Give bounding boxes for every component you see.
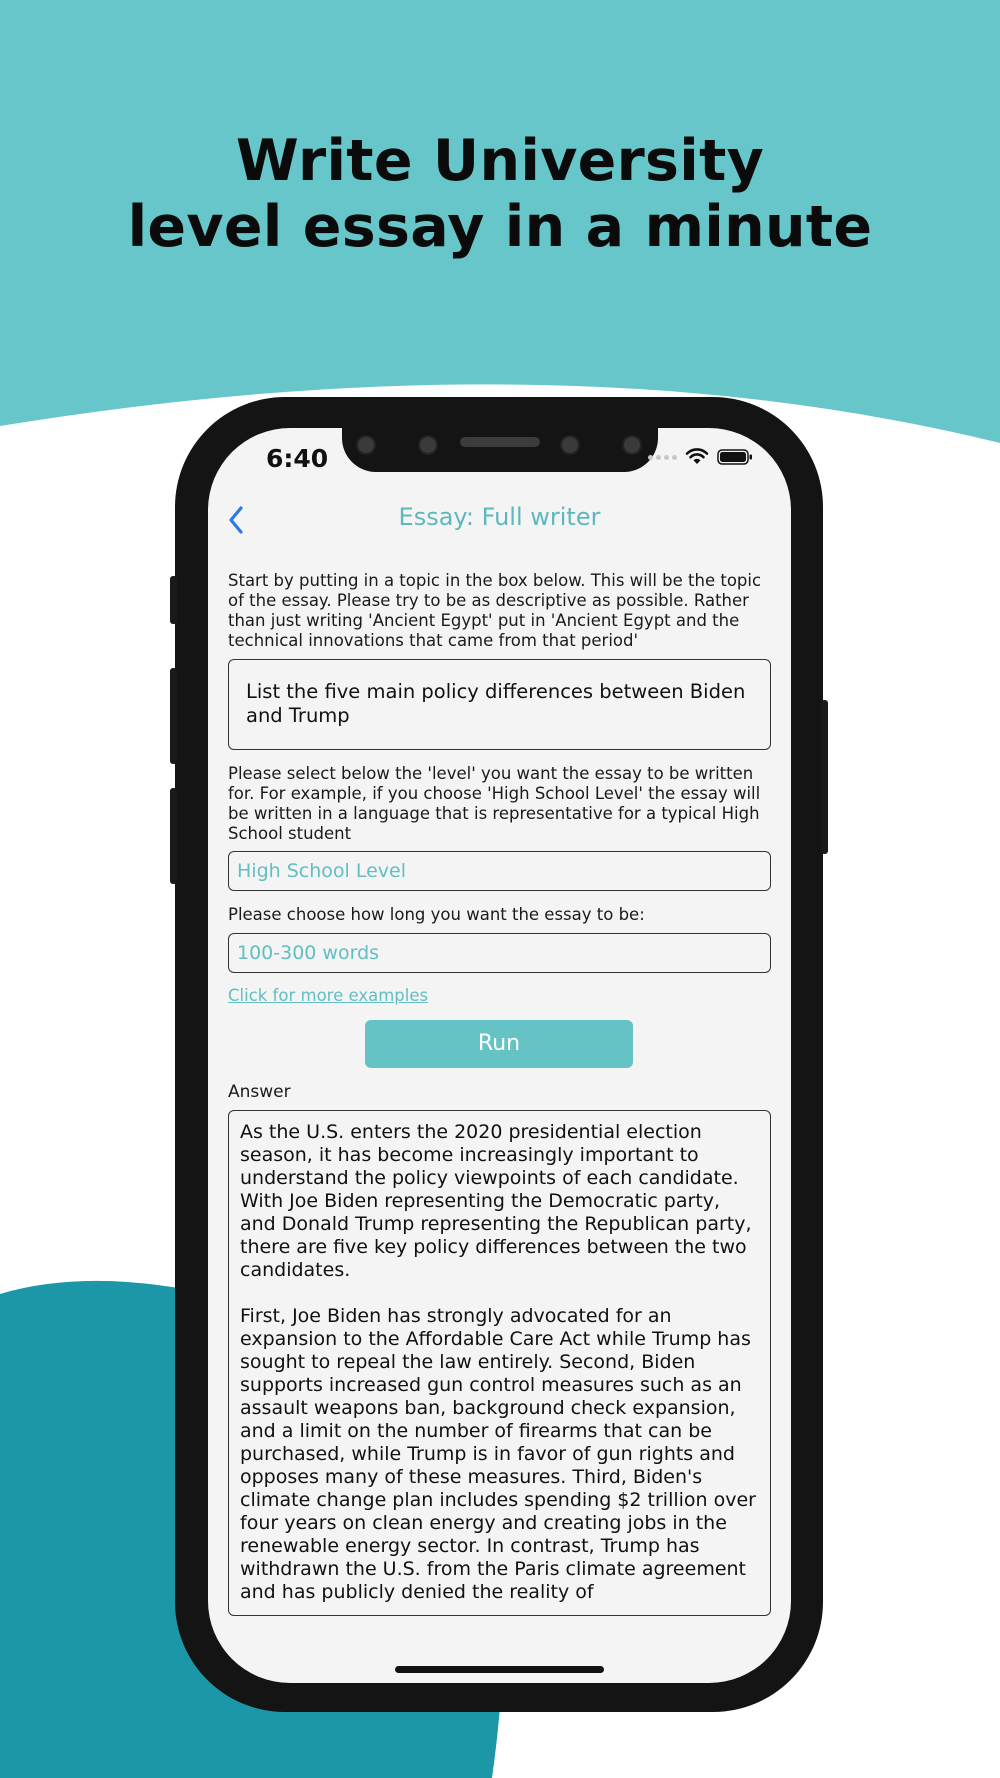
answer-textarea[interactable] bbox=[228, 1110, 771, 1616]
volume-up-button bbox=[170, 668, 177, 764]
headline-line-1: Write University bbox=[235, 128, 765, 194]
headline bbox=[0, 128, 1000, 260]
run-button[interactable]: Run bbox=[365, 1020, 633, 1068]
volume-down-button bbox=[170, 788, 177, 884]
chevron-left-icon[interactable] bbox=[222, 502, 252, 538]
camera-icon bbox=[418, 435, 438, 455]
length-instructions: Please choose how long you want the essay to be: bbox=[228, 905, 645, 924]
status-icons bbox=[648, 448, 753, 466]
more-examples-link[interactable]: Click for more examples bbox=[228, 986, 429, 1005]
signal-dots-icon bbox=[648, 455, 677, 460]
answer-paragraph-1: As the U.S. enters the 2020 presidential election season, it has become increasingly important to understand the policy viewpoints of each candidate. With Joe Biden representing the Democratic party, and Donald Trump representing the Republican party, there are five key policy differences between the two candidates. bbox=[240, 1121, 752, 1281]
wifi-icon bbox=[685, 448, 709, 466]
battery-icon bbox=[717, 448, 753, 466]
nav-title: Essay: Full writer bbox=[398, 503, 601, 531]
sensor-icon bbox=[356, 435, 376, 455]
topic-input[interactable]: List the five main policy differences between Biden and Trump bbox=[228, 659, 771, 750]
status-time: 6:40 bbox=[266, 444, 329, 473]
answer-label: Answer bbox=[228, 1082, 291, 1102]
length-select[interactable]: 100-300 words bbox=[228, 933, 771, 973]
power-button bbox=[821, 700, 828, 854]
front-camera-icon bbox=[622, 435, 642, 455]
speaker-grille bbox=[460, 437, 540, 447]
level-select[interactable]: High School Level bbox=[228, 851, 771, 891]
home-indicator[interactable] bbox=[395, 1666, 604, 1673]
headline-line-2: level essay in a minute bbox=[127, 194, 873, 260]
notch bbox=[342, 428, 658, 472]
answer-paragraph-2: First, Joe Biden has strongly advocated for an expansion to the Affordable Care Act while Trump has sought to repeal the law entirely. Second, Biden supports increased gun control measures such as an assault weapons ban, background check expansion, and a limit on the number of firearms that can be purchased, while Trump is in favor of gun rights and opposes many of these measures. Third, Biden's climate change plan includes spending $2 trillion over four years on clean energy and creating jobs in the renewable energy sector. In contrast, Trump has withdrawn the U.S. from the Paris climate agreement and has publicly denied the reality of bbox=[240, 1305, 756, 1603]
proximity-sensor-icon bbox=[560, 435, 580, 455]
level-instructions: Please select below the 'level' you want the essay to be written for. For example, if you choose 'High School Level' the essay will be written in a language that is representative for a typical High School student bbox=[228, 764, 761, 843]
mute-switch bbox=[170, 576, 177, 624]
topic-instructions: Start by putting in a topic in the box below. This will be the topic of the essay. Please try to be as descriptive as possible. Rather than just writing 'Ancient Egypt' put in 'Ancient Egypt and the technical innovations that came from that period' bbox=[228, 571, 762, 650]
